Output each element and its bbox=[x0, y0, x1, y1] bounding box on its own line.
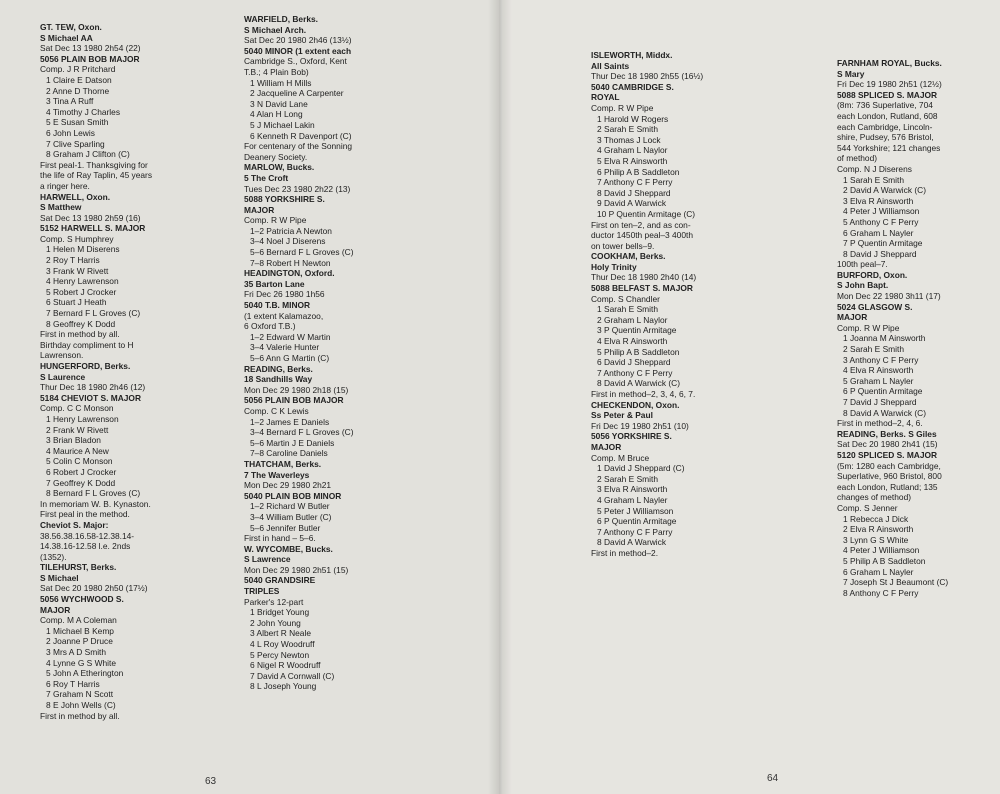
ringer-line: 4 Graham L Naylor bbox=[597, 145, 668, 156]
entry-heading-line: MAJOR bbox=[40, 604, 71, 615]
entry-heading-line: 5040 T.B. MINOR bbox=[244, 300, 311, 311]
ringer-line: 1–2 Patricia A Newton bbox=[250, 225, 332, 236]
text-line: 100th peal–7. bbox=[837, 259, 888, 270]
text-line: Comp. C K Lewis bbox=[244, 405, 309, 416]
ringer-line: 10 P Quentin Armitage (C) bbox=[597, 208, 696, 219]
entry-heading-line: ROYAL bbox=[591, 92, 620, 103]
ringer-line: 6 Stuart J Heath bbox=[46, 297, 107, 308]
ringer-line: 1 Henry Lawrenson bbox=[46, 413, 119, 424]
ringer-line: 1 Michael B Kemp bbox=[46, 625, 114, 636]
entry-heading-line: All Saints bbox=[591, 60, 630, 71]
ringer-line: 5 E Susan Smith bbox=[46, 117, 109, 128]
ringer-line: 2 Graham L Naylor bbox=[597, 314, 668, 325]
ringer-line: 3–4 Bernard F L Groves (C) bbox=[250, 427, 354, 438]
ringer-line: 8 Geoffrey K Dodd bbox=[46, 318, 116, 329]
ringer-line: 4 Lynne G S White bbox=[46, 657, 116, 668]
text-line: (1 extent Kalamazoo, bbox=[244, 310, 324, 321]
text-line: Comp. S Jenner bbox=[837, 502, 898, 513]
ringer-line: 3 Brian Bladon bbox=[46, 435, 101, 446]
text-line: each London, Rutland; 135 bbox=[837, 481, 938, 492]
ringer-line: 2 Sarah E Smith bbox=[597, 124, 658, 135]
ringer-line: 1–2 James E Daniels bbox=[250, 416, 330, 427]
entry-heading-line: READING, Berks. S Giles bbox=[837, 428, 937, 439]
text-line: First peal-1. Thanksgiving for bbox=[40, 159, 148, 170]
ringer-line: 3 Elva R Ainsworth bbox=[843, 195, 914, 206]
entry-heading-line: 5040 GRANDSIRE bbox=[244, 575, 316, 586]
ringer-line: 6 David J Sheppard bbox=[597, 357, 671, 368]
ringer-line: 7 P Quentin Armitage bbox=[843, 238, 923, 249]
ringer-line: 2 Anne D Thorne bbox=[46, 85, 110, 96]
ringer-line: 2 Roy T Harris bbox=[46, 255, 100, 266]
text-line: Birthday compliment to H bbox=[40, 339, 134, 350]
left-page-column-1 bbox=[40, 22, 152, 721]
ringer-line: 5 John A Etherington bbox=[46, 668, 124, 679]
entry-heading-line: 5056 WYCHWOOD S. bbox=[40, 594, 124, 605]
page-number: 63 bbox=[205, 776, 217, 787]
entry-heading-line: HEADINGTON, Oxford. bbox=[244, 268, 335, 279]
entry-heading-line: 35 Barton Lane bbox=[244, 278, 305, 289]
entry-heading-line: HARWELL, Oxon. bbox=[40, 191, 111, 202]
entry-heading-line: S Lawrence bbox=[244, 554, 291, 565]
ringer-line: 7 Geoffrey K Dodd bbox=[46, 477, 116, 488]
ringer-line: 6 P Quentin Armitage bbox=[597, 516, 677, 527]
text-line: shire, Pudsey, 576 Bristol, bbox=[837, 132, 934, 143]
ringer-line: 7 Anthony C F Perry bbox=[597, 367, 673, 378]
ringer-line: 1 Sarah E Smith bbox=[597, 304, 658, 315]
ringer-line: 5 Graham L Nayler bbox=[843, 375, 914, 386]
ringer-line: 1 Rebecca J Dick bbox=[843, 513, 909, 524]
ringer-line: 1 David J Sheppard (C) bbox=[597, 463, 685, 474]
text-line: First on ten–2, and as con- bbox=[591, 219, 691, 230]
text-line: Deanery Society. bbox=[244, 151, 308, 162]
entry-heading-line: W. WYCOMBE, Bucks. bbox=[244, 543, 333, 554]
ringer-line: 1 Bridget Young bbox=[250, 607, 310, 618]
ringer-line: 1 Harold W Rogers bbox=[597, 113, 669, 124]
entry-heading-line: 5056 PLAIN BOB MAJOR bbox=[40, 53, 140, 64]
text-line: Sat Dec 13 1980 2h59 (16) bbox=[40, 212, 141, 223]
ringer-line: 3 Lynn G S White bbox=[843, 534, 909, 545]
text-line: 38.56.38.16.58-12.38.14- bbox=[40, 530, 135, 541]
ringer-line: 4 L Roy Woodruff bbox=[250, 639, 315, 650]
ringer-line: 1–2 Richard W Butler bbox=[250, 501, 330, 512]
ringer-line: 2 Jacqueline A Carpenter bbox=[250, 88, 344, 99]
ringer-line: 2 Joanne P Druce bbox=[46, 636, 113, 647]
ringer-line: 7 David A Cornwall (C) bbox=[250, 670, 335, 681]
entry-heading-line: Ss Peter & Paul bbox=[591, 410, 653, 421]
entry-heading-line: 5024 GLASGOW S. bbox=[837, 301, 913, 312]
entry-heading-line: 5184 CHEVIOT S. MAJOR bbox=[40, 392, 141, 403]
entry-heading-line: GT. TEW, Oxon. bbox=[40, 22, 102, 32]
ringer-line: 1 Claire E Datson bbox=[46, 74, 112, 85]
ringer-line: 4 Peter J Williamson bbox=[843, 206, 920, 217]
text-line: 14.38.16-12.58 l.e. 2nds bbox=[40, 541, 131, 552]
ringer-line: 3 Tina A Ruff bbox=[46, 96, 94, 107]
text-line: Comp. R W Pipe bbox=[244, 215, 307, 226]
entry-heading-line: COOKHAM, Berks. bbox=[591, 251, 666, 262]
ringer-line: 8 David A Warwick bbox=[597, 537, 667, 548]
ringer-line: 5–6 Martin J E Daniels bbox=[250, 437, 335, 448]
ringer-line: 4 Peter J Williamson bbox=[843, 545, 920, 556]
ringer-line: 6 P Quentin Armitage bbox=[843, 386, 923, 397]
text-line: Fri Dec 19 1980 2h51 (12½) bbox=[837, 79, 942, 90]
right-page-column-2 bbox=[837, 58, 948, 598]
entry-heading-line: BURFORD, Oxon. bbox=[837, 269, 908, 280]
ringer-line: 5 Anthony C F Perry bbox=[843, 216, 919, 227]
ringer-line: 3–4 Valerie Hunter bbox=[250, 342, 320, 353]
ringer-line: 4 Alan H Long bbox=[250, 109, 303, 120]
ringer-line: 8 David J Sheppard bbox=[843, 248, 917, 259]
text-line: In memoriam W. B. Kynaston. bbox=[40, 498, 151, 509]
entry-heading-line: TRIPLES bbox=[244, 586, 280, 597]
text-line: Comp. M A Coleman bbox=[40, 615, 117, 626]
ringer-line: 1–2 Edward W Martin bbox=[250, 331, 331, 342]
entry-heading-line: 5120 SPLICED S. MAJOR bbox=[837, 449, 938, 460]
text-line: First in hand – 5–6. bbox=[244, 533, 316, 544]
ringer-line: 5 Robert J Crocker bbox=[46, 286, 117, 297]
text-line: Thur Dec 18 1980 2h46 (12) bbox=[40, 382, 146, 393]
text-line: (1352). bbox=[40, 551, 67, 562]
ringer-line: 7–8 Caroline Daniels bbox=[250, 448, 328, 459]
text-line: Sat Dec 20 1980 2h50 (17½) bbox=[40, 583, 148, 594]
text-line: Thur Dec 18 1980 2h40 (14) bbox=[591, 272, 697, 283]
text-line: Mon Dec 22 1980 3h11 (17) bbox=[837, 291, 941, 302]
entry-heading-line: S John Bapt. bbox=[837, 280, 889, 291]
entry-heading-line: 5040 CAMBRIDGE S. bbox=[591, 81, 674, 92]
text-line: Superlative, 960 Bristol, 800 bbox=[837, 471, 942, 482]
ringer-line: 5–6 Jennifer Butler bbox=[250, 522, 321, 533]
entry-heading-line: 5152 HARWELL S. MAJOR bbox=[40, 223, 146, 234]
entry-heading-line: 5088 BELFAST S. MAJOR bbox=[591, 283, 693, 294]
entry-heading-line: Holy Trinity bbox=[591, 261, 637, 272]
text-line: of method) bbox=[837, 153, 878, 164]
text-line: changes of method) bbox=[837, 492, 912, 503]
text-line: Mon Dec 29 1980 2h51 (15) bbox=[244, 564, 349, 575]
text-line: Fri Dec 26 1980 1h56 bbox=[244, 289, 325, 300]
text-line: For centenary of the Sonning bbox=[244, 141, 353, 152]
text-line: the life of Ray Taplin, 45 years bbox=[40, 170, 153, 181]
entry-heading-line: S Matthew bbox=[40, 202, 82, 213]
ringer-line: 2 Frank W Rivett bbox=[46, 424, 109, 435]
ringer-line: 7 Clive Sparling bbox=[46, 138, 105, 149]
ringer-line: 6 Graham L Nayler bbox=[843, 227, 914, 238]
entry-heading-line: MAJOR bbox=[591, 441, 622, 452]
ringer-line: 2 John Young bbox=[250, 617, 301, 628]
text-line: Comp. R W Pipe bbox=[591, 102, 654, 113]
ringer-line: 2 Sarah E Smith bbox=[843, 344, 904, 355]
text-line: Sat Dec 13 1980 2h54 (22) bbox=[40, 43, 141, 54]
ringer-line: 1 Sarah E Smith bbox=[843, 174, 904, 185]
text-line: Lawrenson. bbox=[40, 350, 84, 361]
ringer-line: 8 Graham J Clifton (C) bbox=[46, 149, 130, 160]
entry-heading-line: S Mary bbox=[837, 68, 865, 79]
text-line: Thur Dec 18 1980 2h55 (16½) bbox=[591, 71, 704, 82]
ringer-line: 3 Thomas J Lock bbox=[597, 134, 661, 145]
ringer-line: 1 Joanna M Ainsworth bbox=[843, 333, 926, 344]
text-line: Sat Dec 20 1980 2h41 (15) bbox=[837, 439, 938, 450]
page-number: 64 bbox=[767, 773, 779, 784]
entry-heading-line: HUNGERFORD, Berks. bbox=[40, 361, 131, 371]
entry-heading-line: S Michael Arch. bbox=[244, 24, 307, 35]
text-line: ductor 1450th peal–3 400th bbox=[591, 230, 693, 241]
ringer-line: 7–8 Robert H Newton bbox=[250, 257, 331, 268]
ringer-line: 5 J Michael Lakin bbox=[250, 119, 315, 130]
ringer-line: 5–6 Bernard F L Groves (C) bbox=[250, 247, 354, 258]
ringer-line: 4 Maurice A New bbox=[46, 445, 109, 456]
text-line: Comp. C C Monson bbox=[40, 403, 114, 414]
ringer-line: 3 Mrs A D Smith bbox=[46, 647, 107, 658]
ringer-line: 2 Elva R Ainsworth bbox=[843, 524, 914, 535]
ringer-line: 7 Graham N Scott bbox=[46, 689, 114, 700]
ringer-line: 5–6 Ann G Martin (C) bbox=[250, 353, 330, 363]
ringer-line: 3 P Quentin Armitage bbox=[597, 325, 677, 336]
entry-heading-line: FARNHAM ROYAL, Bucks. bbox=[837, 58, 942, 68]
text-line: First in method by all. bbox=[40, 329, 120, 340]
entry-heading-line: 5056 PLAIN BOB MAJOR bbox=[244, 395, 344, 406]
text-line: Comp. N J Diserens bbox=[837, 163, 912, 174]
text-line: Tues Dec 23 1980 2h22 (13) bbox=[244, 183, 351, 194]
entry-heading-line: S Michael bbox=[40, 572, 79, 583]
entry-heading-line: CHECKENDON, Oxon. bbox=[591, 399, 680, 410]
text-line: Parker's 12-part bbox=[244, 596, 304, 607]
entry-heading-line: 7 The Waverleys bbox=[244, 469, 310, 480]
entry-heading-line: WARFIELD, Berks. bbox=[244, 14, 318, 24]
ringer-line: 6 John Lewis bbox=[46, 127, 95, 138]
text-line: each London, Rutland, 608 bbox=[837, 110, 938, 121]
text-line: Cambridge S., Oxford, Kent bbox=[244, 56, 347, 67]
ringer-line: 8 E John Wells (C) bbox=[46, 700, 116, 710]
ringer-line: 5 Philip A B Saddleton bbox=[843, 555, 926, 566]
entry-heading-line: 5088 SPLICED S. MAJOR bbox=[837, 89, 938, 100]
ringer-line: 3 Frank W Rivett bbox=[46, 265, 109, 276]
ringer-line: 4 Henry Lawrenson bbox=[46, 276, 119, 287]
ringer-line: 3 Albert R Neale bbox=[250, 628, 311, 639]
text-line: Comp. J R Pritchard bbox=[40, 64, 116, 75]
ringer-line: 6 Graham L Nayler bbox=[843, 566, 914, 577]
ringer-line: 5 Percy Newton bbox=[250, 649, 310, 660]
ringer-line: 2 David A Warwick (C) bbox=[843, 185, 926, 196]
text-line: each Cambridge, Lincoln- bbox=[837, 121, 933, 132]
ringer-line: 3 Anthony C F Perry bbox=[843, 354, 919, 365]
text-line: T.B.; 4 Plain Bob) bbox=[244, 66, 309, 77]
ringer-line: 4 Graham L Nayler bbox=[597, 494, 668, 505]
entry-heading-line: READING, Berks. bbox=[244, 363, 313, 374]
text-line: 544 Yorkshire; 121 changes bbox=[837, 142, 941, 153]
ringer-line: 6 Nigel R Woodruff bbox=[250, 660, 321, 671]
ringer-line: 6 Roy T Harris bbox=[46, 678, 100, 689]
entry-heading-line: S Michael AA bbox=[40, 32, 93, 43]
right-page-column-1 bbox=[591, 50, 703, 559]
entry-heading-line: MAJOR bbox=[837, 312, 868, 323]
ringer-line: 4 Elva R Ainsworth bbox=[597, 336, 668, 347]
text-line: Comp. S Chandler bbox=[591, 293, 660, 304]
ringer-line: 6 Robert J Crocker bbox=[46, 466, 117, 477]
ringer-line: 7 Joseph St J Beaumont (C) bbox=[843, 577, 949, 588]
text-line: Mon Dec 29 1980 2h21 bbox=[244, 480, 332, 491]
ringer-line: 5 Elva R Ainsworth bbox=[597, 155, 668, 166]
text-line: Comp. R W Pipe bbox=[837, 322, 900, 333]
ringer-line: 6 Philip A B Saddleton bbox=[597, 166, 680, 177]
ringer-line: 8 David A Warwick (C) bbox=[843, 407, 926, 418]
ringer-line: 3–4 William Butler (C) bbox=[250, 511, 332, 522]
ringer-line: 3 N David Lane bbox=[250, 98, 308, 109]
text-line: on tower bells–9. bbox=[591, 240, 655, 251]
ringer-line: 8 David A Warwick (C) bbox=[597, 378, 680, 389]
ringer-line: 7 David J Sheppard bbox=[843, 397, 917, 407]
entry-heading-line: 5040 MINOR (1 extent each bbox=[244, 45, 352, 56]
text-line: First in method–2, 3, 4, 6, 7. bbox=[591, 389, 696, 399]
page-64 bbox=[500, 0, 1000, 794]
text-line: 6 Oxford T.B.) bbox=[244, 321, 296, 332]
entry-heading-line: 5040 PLAIN BOB MINOR bbox=[244, 490, 342, 501]
ringer-line: 4 Elva R Ainsworth bbox=[843, 365, 914, 376]
ringer-line: 5 Peter J Williamson bbox=[597, 505, 674, 516]
ringer-line: 8 Bernard F L Groves (C) bbox=[46, 488, 141, 499]
text-line: First in method–2, 4, 6. bbox=[837, 418, 923, 429]
ringer-line: 1 William H Mills bbox=[250, 77, 312, 88]
ringer-line: 9 David A Warwick bbox=[597, 198, 667, 209]
entry-heading-line: S Laurence bbox=[40, 371, 86, 382]
ringer-line: 7 Anthony C F Perry bbox=[597, 177, 673, 188]
text-line: Mon Dec 29 1980 2h18 (15) bbox=[244, 384, 349, 395]
entry-heading-line: ISLEWORTH, Middx. bbox=[591, 50, 673, 60]
ringer-line: 8 David J Sheppard bbox=[597, 187, 671, 198]
text-line: First in method by all. bbox=[40, 710, 120, 721]
text-line: a ringer here. bbox=[40, 180, 90, 191]
ringer-line: 5 Colin C Monson bbox=[46, 456, 113, 467]
text-line: (8m: 736 Superlative, 704 bbox=[837, 100, 933, 111]
ringer-line: 4 Timothy J Charles bbox=[46, 106, 121, 117]
entry-heading-line: MAJOR bbox=[244, 204, 275, 215]
entry-heading-line: Cheviot S. Major: bbox=[40, 519, 109, 530]
text-line: First in method–2. bbox=[591, 547, 659, 558]
entry-heading-line: 5088 YORKSHIRE S. bbox=[244, 194, 325, 205]
text-line: First peal in the method. bbox=[40, 509, 130, 520]
ringer-line: 7 Bernard F L Groves (C) bbox=[46, 308, 141, 319]
entry-heading-line: 18 Sandhills Way bbox=[244, 374, 313, 385]
ringer-line: 6 Kenneth R Davenport (C) bbox=[250, 130, 352, 141]
ringer-line: 3 Elva R Ainsworth bbox=[597, 484, 668, 495]
text-line: Comp. S Humphrey bbox=[40, 233, 114, 244]
text-line: Comp. M Bruce bbox=[591, 452, 650, 463]
ringer-line: 5 Philip A B Saddleton bbox=[597, 346, 680, 357]
text-line: Fri Dec 19 1980 2h51 (10) bbox=[591, 420, 689, 431]
ringer-line: 7 Anthony C F Parry bbox=[597, 526, 673, 537]
ringer-line: 3–4 Noel J Diserens bbox=[250, 236, 326, 247]
entry-heading-line: 5 The Croft bbox=[244, 172, 289, 183]
text-line: (5m: 1280 each Cambridge, bbox=[837, 460, 941, 471]
entry-heading-line: 5056 YORKSHIRE S. bbox=[591, 431, 672, 442]
entry-heading-line: THATCHAM, Berks. bbox=[244, 458, 322, 469]
entry-heading-line: TILEHURST, Berks. bbox=[40, 562, 117, 573]
ringer-line: 2 Sarah E Smith bbox=[597, 473, 658, 484]
ringer-line: 8 L Joseph Young bbox=[250, 681, 317, 692]
entry-heading-line: MARLOW, Bucks. bbox=[244, 162, 315, 173]
ringer-line: 8 Anthony C F Perry bbox=[843, 587, 919, 598]
text-line: Sat Dec 20 1980 2h46 (13½) bbox=[244, 35, 352, 46]
left-page-column-2 bbox=[244, 14, 354, 692]
ringer-line: 1 Helen M Diserens bbox=[46, 244, 120, 255]
